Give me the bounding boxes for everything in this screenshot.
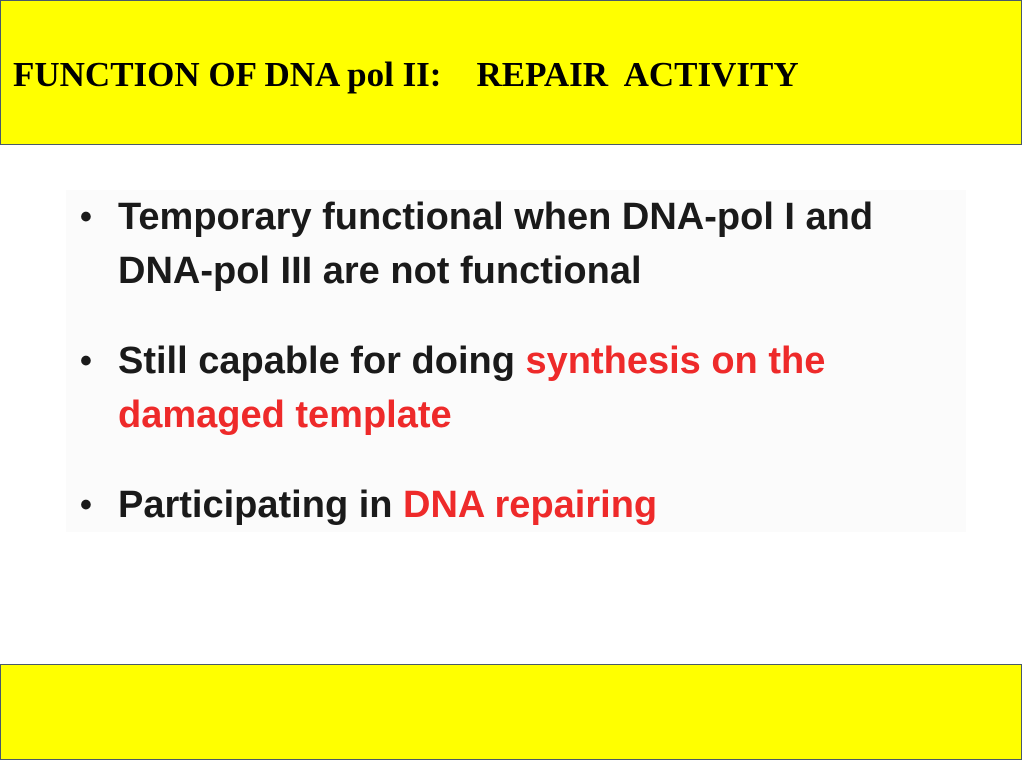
- bullet-list: [66, 190, 966, 532]
- footer-banner: [0, 664, 1022, 760]
- content-area: [66, 190, 966, 532]
- bullet-dot-icon: •: [80, 342, 92, 380]
- bullet-highlight: synthesis on the damaged template: [118, 340, 826, 436]
- slide-title: FUNCTION OF DNA pol II: REPAIR ACTIVITY: [13, 55, 799, 94]
- bullet-item-repairing: [66, 478, 966, 532]
- bullet-dot-icon: •: [80, 198, 92, 236]
- bullet-text: Temporary functional when DNA-pol I and DNA-pol III are not functional: [118, 196, 874, 292]
- bullet-highlight: DNA repairing: [403, 484, 658, 526]
- bullet-text: Participating in: [118, 484, 404, 526]
- bullet-item-synthesis: [66, 334, 966, 442]
- bullet-dot-icon: •: [80, 486, 92, 524]
- bullet-text: Still capable for doing: [118, 340, 526, 382]
- title-banner: [0, 0, 1022, 145]
- bullet-item-temporary-functional: [66, 190, 966, 298]
